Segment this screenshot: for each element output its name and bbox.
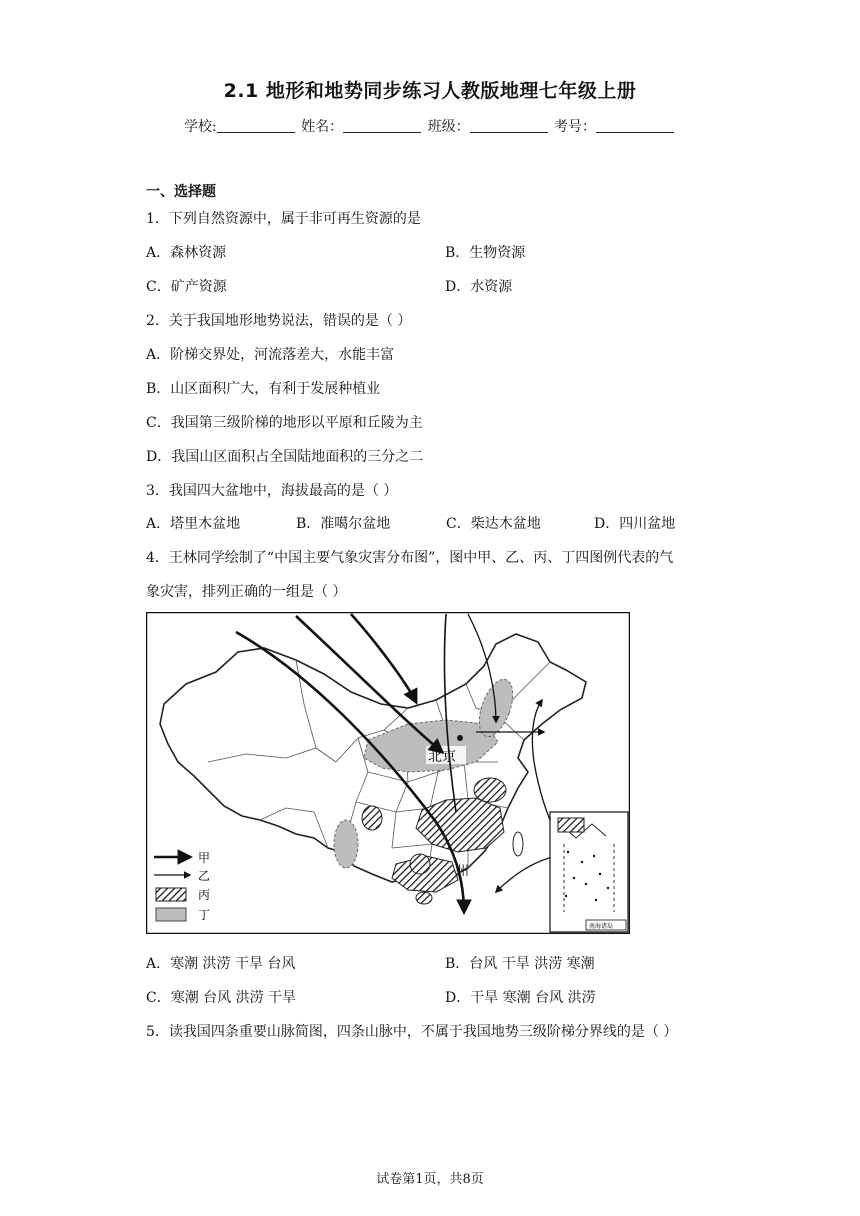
inset-south-china-sea [550, 812, 628, 932]
legend-jia: 甲 [198, 851, 211, 865]
legend-hatch-swatch [156, 888, 186, 901]
q4-option-a[interactable]: A．寒潮 洪涝 干旱 台风 [146, 956, 296, 972]
q1-option-c[interactable]: C．矿产资源 [146, 279, 227, 295]
q3-option-b[interactable]: B．准噶尔盆地 [296, 516, 391, 532]
school-blank[interactable] [217, 118, 295, 133]
q3-stem: 3．我国四大盆地中，海拔最高的是（ ） [146, 483, 398, 499]
q3-option-c[interactable]: C．柴达木盆地 [446, 516, 541, 532]
q4-stem-line-1: 4．王林同学绘制了“中国主要气象灾害分布图”，图中甲、乙、丙、丁四图例代表的气 [146, 550, 674, 566]
q2-stem: 2．关于我国地形地势说法，错误的是（ ） [146, 313, 412, 329]
name-label: 姓名： [301, 119, 344, 135]
q2-option-b[interactable]: B．山区面积广大，有利于发展种植业 [146, 381, 381, 397]
q4-stem-line-2: 象灾害，排列正确的一组是（ ） [146, 584, 347, 600]
legend-gray-swatch [156, 908, 186, 921]
q1-option-b[interactable]: B．生物资源 [445, 245, 526, 261]
guangzhou-label: 州 [456, 864, 470, 879]
q4-option-c[interactable]: C．寒潮 台风 洪涝 干旱 [146, 990, 297, 1006]
q4-option-d[interactable]: D．干旱 寒潮 台风 洪涝 [445, 990, 596, 1006]
hainan-island [416, 892, 432, 904]
q4-option-b[interactable]: B．台风 干旱 洪涝 寒潮 [445, 956, 595, 972]
page-title: 2.1 地形和地势同步练习人教版地理七年级上册 [223, 80, 637, 102]
section-heading: 一、选择题 [146, 184, 216, 200]
q5-stem: 5．读我国四条重要山脉简图，四条山脉中，不属于我国地势三级阶梯分界线的是（ ） [146, 1024, 678, 1040]
legend-bing: 丙 [198, 888, 211, 902]
exam-number-label: 考号： [554, 119, 597, 135]
q1-option-d[interactable]: D．水资源 [445, 279, 513, 295]
q2-option-d[interactable]: D．我国山区面积占全国陆地面积的三分之二 [146, 449, 424, 465]
inset-label: 南海诸岛 [589, 923, 614, 930]
q1-option-a[interactable]: A．森林资源 [146, 245, 227, 261]
class-blank[interactable] [470, 118, 548, 133]
class-label: 班级： [427, 119, 470, 135]
student-info-line [0, 116, 860, 136]
beijing-dot [457, 735, 463, 741]
q2-option-a[interactable]: A．阶梯交界处，河流落差大，水能丰富 [146, 347, 395, 363]
beijing-label: 北京 [428, 749, 456, 765]
q2-option-c[interactable]: C．我国第三级阶梯的地形以平原和丘陵为主 [146, 415, 423, 431]
taiwan-island [513, 832, 523, 856]
q3-option-a[interactable]: A．塔里木盆地 [146, 516, 241, 532]
name-blank[interactable] [343, 118, 421, 133]
legend-ding: 丁 [198, 908, 211, 922]
meteorological-disaster-map [146, 612, 630, 934]
exam-number-blank[interactable] [596, 118, 674, 133]
q3-option-d[interactable]: D．四川盆地 [594, 516, 676, 532]
page-footer: 试卷第1页，共8页 [376, 1172, 484, 1187]
q1-stem: 1．下列自然资源中，属于非可再生资源的是 [146, 211, 421, 227]
legend-yi: 乙 [198, 869, 211, 883]
school-label: 学校: [183, 119, 217, 135]
